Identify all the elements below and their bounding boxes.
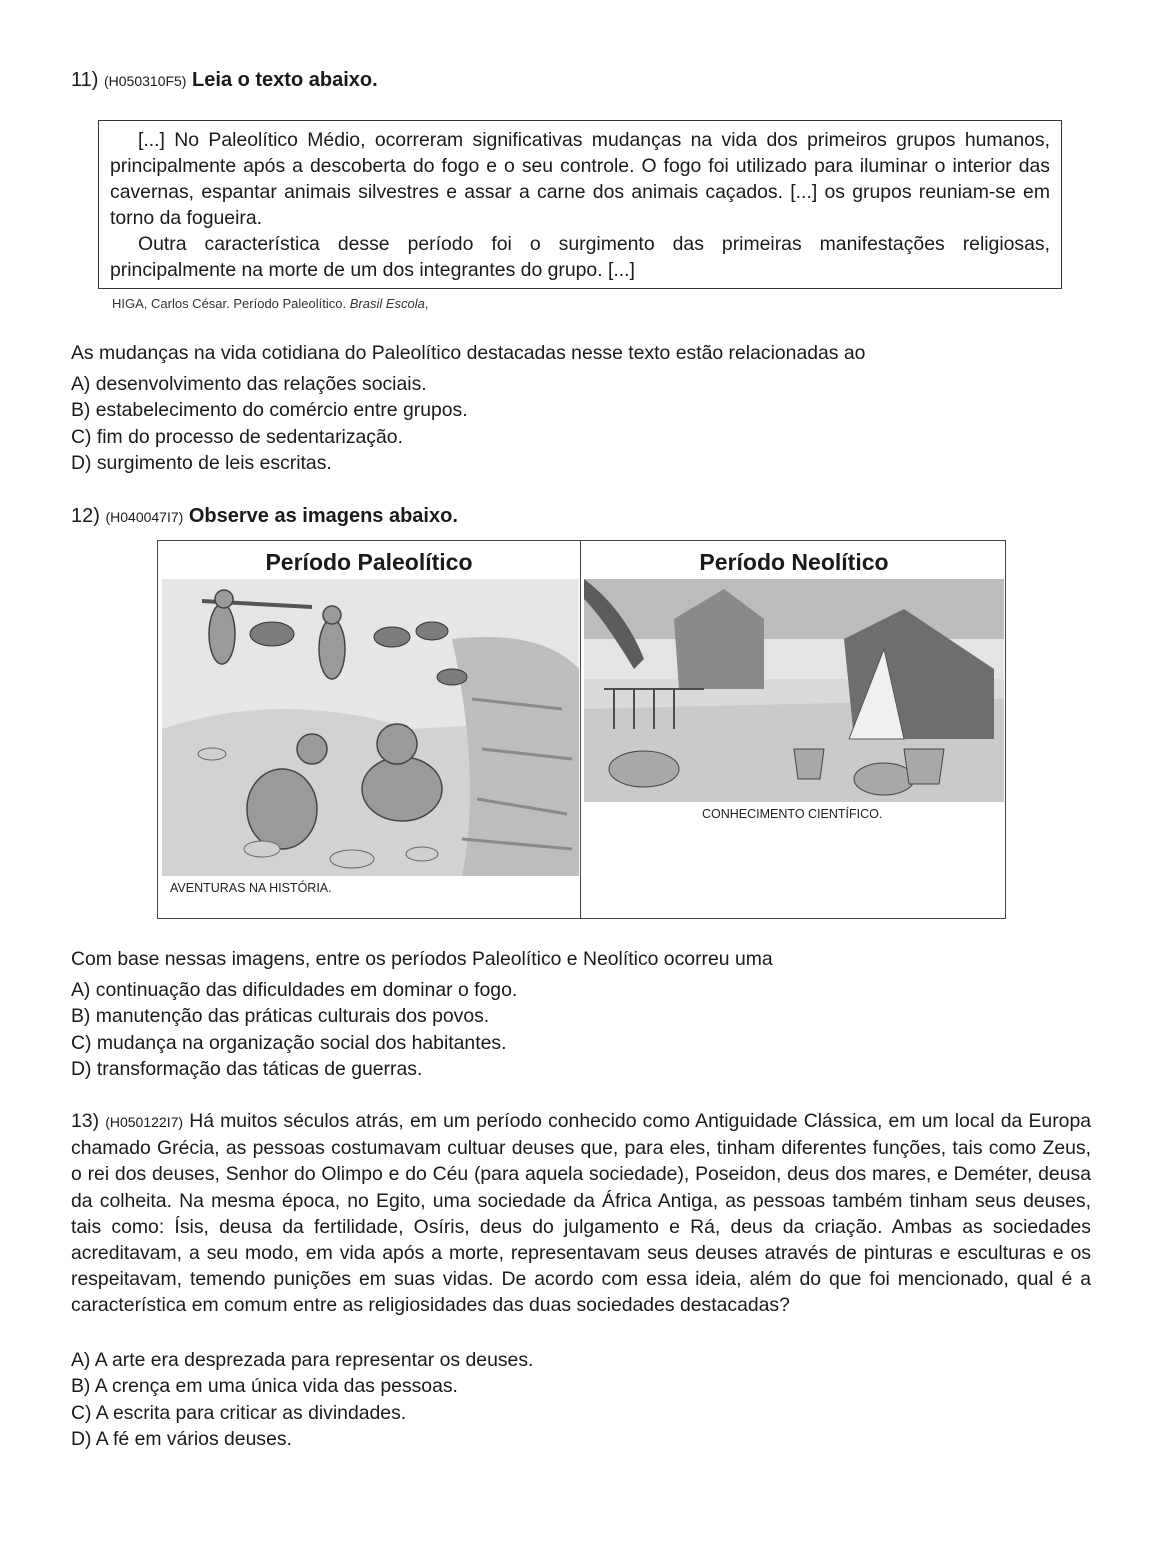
table-divider xyxy=(580,541,581,918)
option-d[interactable]: D) A fé em vários deuses. xyxy=(71,1427,292,1450)
question-code: (H040047I7) xyxy=(105,509,184,525)
neolithic-credit: CONHECIMENTO CIENTÍFICO. xyxy=(702,807,883,821)
text-source xyxy=(112,296,429,311)
question-11-stem: As mudanças na vida cotidiana do Paleolítico destacadas nesse texto estão relacionadas ao xyxy=(71,342,866,364)
quoted-text-box xyxy=(98,120,1062,289)
quoted-paragraph-2: Outra característica desse período foi o surgimento das primeiras manifestações religiosas, principalmente na morte de um dos integrantes do grupo. [...] xyxy=(110,233,1050,281)
question-12-header xyxy=(71,504,458,529)
question-number: 13) xyxy=(71,1110,100,1132)
option-c[interactable]: C) mudança na organização social dos habitantes. xyxy=(71,1031,507,1054)
option-a[interactable]: A) continuação das dificuldades em dominar o fogo. xyxy=(71,979,518,1001)
option-c[interactable]: C) fim do processo de sedentarização. xyxy=(71,425,403,448)
question-13-text xyxy=(71,1108,1091,1319)
question-number: 12) xyxy=(71,505,100,527)
neolithic-title: Período Neolítico xyxy=(699,549,889,575)
paleolithic-title: Período Paleolítico xyxy=(265,549,473,575)
question-12-stem: Com base nessas imagens, entre os períodos Paleolítico e Neolítico ocorreu uma xyxy=(71,948,773,970)
option-c[interactable]: C) A escrita para criticar as divindades. xyxy=(71,1401,407,1424)
source-site: Brasil Escola xyxy=(349,296,425,311)
option-d[interactable]: D) surgimento de leis escritas. xyxy=(71,451,332,474)
question-12-options xyxy=(71,977,517,1082)
option-a[interactable]: A) desenvolvimento das relações sociais. xyxy=(71,373,427,395)
question-13-options xyxy=(71,1347,533,1452)
option-b[interactable]: B) A crença em uma única vida das pessoas. xyxy=(71,1375,458,1398)
option-b[interactable]: B) manutenção das práticas culturais dos povos. xyxy=(71,1005,490,1028)
question-instruction: Observe as imagens abaixo. xyxy=(188,505,458,527)
option-d[interactable]: D) transformação das táticas de guerras. xyxy=(71,1057,423,1080)
question-code: (H050122I7) xyxy=(105,1114,184,1130)
paleolithic-illustration xyxy=(162,579,579,876)
question-number: 11) xyxy=(71,69,99,91)
source-author: HIGA, Carlos César. Período Paleolítico. xyxy=(112,296,347,311)
question-13-body: Há muitos séculos atrás, em um período conhecido como Antiguidade Clássica, em um local da Europa chamado Grécia, as pessoas costumavam cultuar deuses que, para eles, tinham diferentes funções, tais como Zeus, o rei dos deuses, Senhor do Olimpo e do Céu (para aquela sociedade), Poseidon, deus dos mares, e Deméter, deusa da colheita. Na mesma época, no Egito, uma sociedade da África Antiga, as pessoas também tinham seus deuses, tais como: Ísis, deusa da fertilidade, Osíris, deus do julgamento e Rá, deus da criação. Ambas as sociedades acreditavam, a seu modo, em vida após a morte, representavam seus deuses através de pinturas e esculturas e os respeitavam, temendo punições em suas vidas. De acordo com essa ideia, além do que foi mencionado, qual é a característica em comum entre as religiosidades das duas sociedades destacadas? xyxy=(71,1110,1092,1317)
question-instruction: Leia o texto abaixo. xyxy=(192,69,378,91)
paleolithic-credit: AVENTURAS NA HISTÓRIA. xyxy=(170,881,332,895)
source-tail: , xyxy=(424,296,429,311)
quoted-paragraph-1: [...] No Paleolítico Médio, ocorreram significativas mudanças na vida dos primeiros grupos humanos, principalmente após a descoberta do fogo e o seu controle. O fogo foi utilizado para iluminar o interior das cavernas, espantar animais silvestres e assar a carne dos animais caçados. [...] os grupos reuniam-se em torno da fogueira. xyxy=(110,129,1050,229)
option-a[interactable]: A) A arte era desprezada para representar os deuses. xyxy=(71,1349,534,1371)
question-code: (H050310F5) xyxy=(103,73,187,89)
image-comparison-table xyxy=(157,540,1006,919)
question-11-options xyxy=(71,371,468,476)
neolithic-illustration xyxy=(584,579,1004,802)
question-11-header xyxy=(71,68,378,93)
option-b[interactable]: B) estabelecimento do comércio entre grupos. xyxy=(71,399,468,422)
